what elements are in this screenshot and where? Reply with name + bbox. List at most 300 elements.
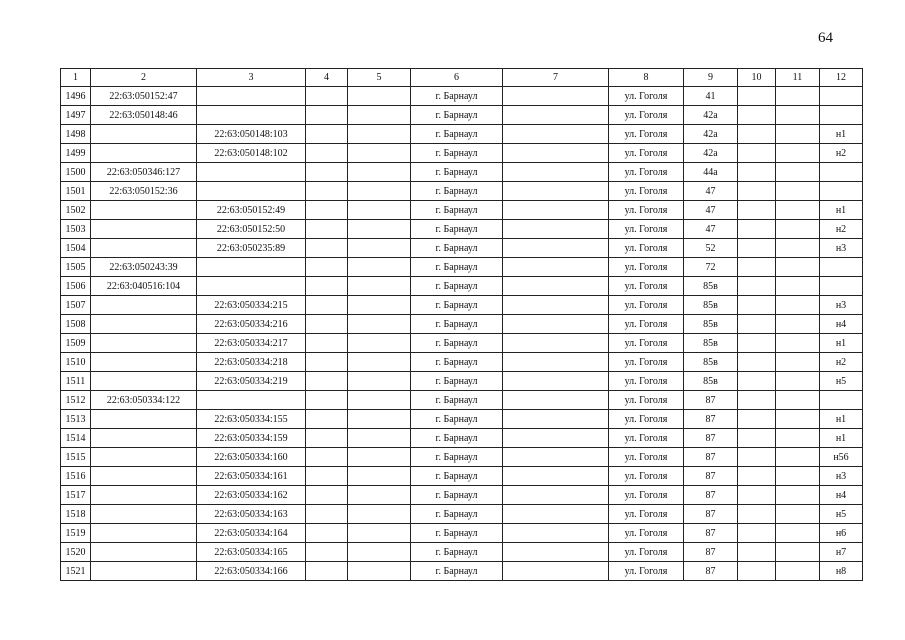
street-cell: ул. Гоголя (609, 277, 684, 296)
empty-cell (776, 106, 820, 125)
table-row (61, 372, 863, 391)
empty-cell (776, 353, 820, 372)
empty-cell (348, 486, 411, 505)
house-number-cell: 47 (684, 182, 738, 201)
header-row (61, 69, 863, 87)
table-row (61, 182, 863, 201)
premises-cadastral-cell: 22:63:050334:166 (197, 562, 306, 581)
cadastral-number-cell: 22:63:050243:39 (91, 258, 197, 277)
empty-cell (776, 315, 820, 334)
street-cell: ул. Гоголя (609, 125, 684, 144)
empty-cell (348, 258, 411, 277)
empty-cell (348, 296, 411, 315)
table-row (61, 562, 863, 581)
cadastral-number-cell: 22:63:050152:47 (91, 87, 197, 106)
empty-cell (738, 87, 776, 106)
empty-cell (503, 486, 609, 505)
row-number-cell: 1503 (61, 220, 91, 239)
empty-cell (776, 429, 820, 448)
empty-cell (776, 87, 820, 106)
empty-cell (738, 163, 776, 182)
empty-cell (738, 505, 776, 524)
house-number-cell: 85в (684, 334, 738, 353)
empty-cell (306, 315, 348, 334)
table-row (61, 524, 863, 543)
empty-cell (348, 334, 411, 353)
empty-cell (738, 239, 776, 258)
empty-cell (503, 467, 609, 486)
empty-cell (306, 448, 348, 467)
street-cell: ул. Гоголя (609, 201, 684, 220)
house-number-cell: 87 (684, 391, 738, 410)
table-row (61, 106, 863, 125)
table-row (61, 239, 863, 258)
premises-cadastral-cell: 22:63:050334:217 (197, 334, 306, 353)
empty-cell (348, 144, 411, 163)
city-cell: г. Барнаул (411, 372, 503, 391)
cadastral-number-cell (91, 505, 197, 524)
street-cell: ул. Гоголя (609, 524, 684, 543)
empty-cell (503, 391, 609, 410)
premises-cadastral-cell: 22:63:050334:215 (197, 296, 306, 315)
empty-cell (348, 353, 411, 372)
empty-cell (738, 334, 776, 353)
empty-cell (348, 87, 411, 106)
street-cell: ул. Гоголя (609, 239, 684, 258)
premises-number-cell: н4 (820, 315, 863, 334)
empty-cell (503, 182, 609, 201)
empty-cell (738, 391, 776, 410)
house-number-cell: 87 (684, 543, 738, 562)
premises-cadastral-cell: 22:63:050152:49 (197, 201, 306, 220)
cadastral-number-cell (91, 448, 197, 467)
cadastral-number-cell (91, 486, 197, 505)
empty-cell (306, 410, 348, 429)
row-number-cell: 1511 (61, 372, 91, 391)
empty-cell (738, 106, 776, 125)
premises-number-cell: н4 (820, 486, 863, 505)
cadastral-number-cell (91, 562, 197, 581)
empty-cell (503, 87, 609, 106)
cadastral-number-cell (91, 372, 197, 391)
house-number-cell: 47 (684, 201, 738, 220)
empty-cell (306, 505, 348, 524)
house-number-cell: 87 (684, 562, 738, 581)
city-cell: г. Барнаул (411, 144, 503, 163)
house-number-cell: 87 (684, 410, 738, 429)
empty-cell (306, 429, 348, 448)
empty-cell (306, 543, 348, 562)
city-cell: г. Барнаул (411, 258, 503, 277)
city-cell: г. Барнаул (411, 353, 503, 372)
table-row (61, 410, 863, 429)
premises-cadastral-cell: 22:63:050334:163 (197, 505, 306, 524)
empty-cell (776, 258, 820, 277)
city-cell: г. Барнаул (411, 562, 503, 581)
house-number-cell: 87 (684, 429, 738, 448)
premises-number-cell (820, 182, 863, 201)
house-number-cell: 87 (684, 505, 738, 524)
row-number-cell: 1512 (61, 391, 91, 410)
empty-cell (738, 372, 776, 391)
empty-cell (306, 391, 348, 410)
premises-number-cell: н5 (820, 372, 863, 391)
empty-cell (348, 125, 411, 144)
premises-number-cell (820, 258, 863, 277)
empty-cell (306, 220, 348, 239)
empty-cell (503, 106, 609, 125)
premises-cadastral-cell: 22:63:050334:165 (197, 543, 306, 562)
empty-cell (738, 467, 776, 486)
empty-cell (776, 182, 820, 201)
empty-cell (738, 258, 776, 277)
empty-cell (776, 410, 820, 429)
empty-cell (348, 410, 411, 429)
cadastral-number-cell (91, 429, 197, 448)
street-cell: ул. Гоголя (609, 144, 684, 163)
street-cell: ул. Гоголя (609, 429, 684, 448)
cadastral-number-cell: 22:63:050334:122 (91, 391, 197, 410)
street-cell: ул. Гоголя (609, 258, 684, 277)
cadastral-number-cell (91, 239, 197, 258)
row-number-cell: 1517 (61, 486, 91, 505)
column-header: 6 (411, 69, 503, 87)
row-number-cell: 1521 (61, 562, 91, 581)
empty-cell (776, 467, 820, 486)
row-number-cell: 1508 (61, 315, 91, 334)
empty-cell (503, 334, 609, 353)
premises-number-cell: н1 (820, 201, 863, 220)
premises-number-cell (820, 277, 863, 296)
premises-cadastral-cell: 22:63:050334:161 (197, 467, 306, 486)
cadastral-number-cell (91, 315, 197, 334)
city-cell: г. Барнаул (411, 391, 503, 410)
empty-cell (503, 543, 609, 562)
street-cell: ул. Гоголя (609, 543, 684, 562)
premises-number-cell: н2 (820, 144, 863, 163)
cadastral-number-cell: 22:63:050148:46 (91, 106, 197, 125)
empty-cell (306, 182, 348, 201)
table-row (61, 315, 863, 334)
empty-cell (738, 524, 776, 543)
cadastral-number-cell (91, 220, 197, 239)
empty-cell (503, 258, 609, 277)
row-number-cell: 1500 (61, 163, 91, 182)
empty-cell (503, 277, 609, 296)
empty-cell (348, 315, 411, 334)
empty-cell (503, 429, 609, 448)
cadastral-number-cell: 22:63:050346:127 (91, 163, 197, 182)
city-cell: г. Барнаул (411, 239, 503, 258)
row-number-cell: 1497 (61, 106, 91, 125)
empty-cell (306, 144, 348, 163)
street-cell: ул. Гоголя (609, 391, 684, 410)
table-row (61, 448, 863, 467)
empty-cell (348, 277, 411, 296)
row-number-cell: 1514 (61, 429, 91, 448)
table-row (61, 163, 863, 182)
cadastral-number-cell (91, 543, 197, 562)
cadastral-number-cell (91, 296, 197, 315)
empty-cell (776, 372, 820, 391)
house-number-cell: 42а (684, 144, 738, 163)
premises-cadastral-cell (197, 106, 306, 125)
row-number-cell: 1496 (61, 87, 91, 106)
empty-cell (503, 315, 609, 334)
premises-cadastral-cell: 22:63:050334:216 (197, 315, 306, 334)
premises-cadastral-cell: 22:63:050334:162 (197, 486, 306, 505)
empty-cell (503, 410, 609, 429)
row-number-cell: 1504 (61, 239, 91, 258)
empty-cell (776, 391, 820, 410)
premises-cadastral-cell: 22:63:050152:50 (197, 220, 306, 239)
empty-cell (738, 562, 776, 581)
column-header: 7 (503, 69, 609, 87)
column-header: 1 (61, 69, 91, 87)
empty-cell (776, 524, 820, 543)
empty-cell (306, 467, 348, 486)
row-number-cell: 1518 (61, 505, 91, 524)
empty-cell (348, 201, 411, 220)
empty-cell (503, 239, 609, 258)
empty-cell (776, 125, 820, 144)
premises-cadastral-cell: 22:63:050334:160 (197, 448, 306, 467)
table-row (61, 296, 863, 315)
premises-cadastral-cell: 22:63:050334:164 (197, 524, 306, 543)
house-number-cell: 42а (684, 125, 738, 144)
empty-cell (306, 201, 348, 220)
city-cell: г. Барнаул (411, 163, 503, 182)
house-number-cell: 85в (684, 353, 738, 372)
premises-cadastral-cell: 22:63:050334:218 (197, 353, 306, 372)
cadastral-number-cell (91, 144, 197, 163)
table-row (61, 87, 863, 106)
column-header: 8 (609, 69, 684, 87)
table-row (61, 353, 863, 372)
city-cell: г. Барнаул (411, 334, 503, 353)
house-number-cell: 41 (684, 87, 738, 106)
empty-cell (348, 448, 411, 467)
street-cell: ул. Гоголя (609, 334, 684, 353)
cadastral-number-cell: 22:63:050152:36 (91, 182, 197, 201)
empty-cell (348, 106, 411, 125)
premises-cadastral-cell (197, 258, 306, 277)
row-number-cell: 1507 (61, 296, 91, 315)
cadastral-number-cell (91, 467, 197, 486)
empty-cell (503, 201, 609, 220)
empty-cell (738, 429, 776, 448)
empty-cell (776, 543, 820, 562)
house-number-cell: 87 (684, 467, 738, 486)
street-cell: ул. Гоголя (609, 296, 684, 315)
empty-cell (306, 334, 348, 353)
table-row (61, 125, 863, 144)
empty-cell (348, 524, 411, 543)
empty-cell (776, 505, 820, 524)
empty-cell (503, 125, 609, 144)
premises-cadastral-cell: 22:63:050334:159 (197, 429, 306, 448)
empty-cell (776, 448, 820, 467)
city-cell: г. Барнаул (411, 467, 503, 486)
empty-cell (776, 296, 820, 315)
city-cell: г. Барнаул (411, 201, 503, 220)
empty-cell (306, 372, 348, 391)
empty-cell (503, 562, 609, 581)
empty-cell (503, 524, 609, 543)
premises-number-cell: н1 (820, 334, 863, 353)
city-cell: г. Барнаул (411, 448, 503, 467)
register-table (60, 68, 863, 581)
cadastral-number-cell (91, 353, 197, 372)
premises-number-cell: н3 (820, 239, 863, 258)
premises-number-cell: н56 (820, 448, 863, 467)
row-number-cell: 1498 (61, 125, 91, 144)
street-cell: ул. Гоголя (609, 182, 684, 201)
empty-cell (738, 448, 776, 467)
table-row (61, 543, 863, 562)
house-number-cell: 85в (684, 372, 738, 391)
house-number-cell: 85в (684, 277, 738, 296)
house-number-cell: 47 (684, 220, 738, 239)
empty-cell (776, 562, 820, 581)
empty-cell (776, 486, 820, 505)
street-cell: ул. Гоголя (609, 87, 684, 106)
premises-cadastral-cell: 22:63:050148:102 (197, 144, 306, 163)
row-number-cell: 1516 (61, 467, 91, 486)
premises-number-cell: н3 (820, 296, 863, 315)
table-body (61, 87, 863, 581)
street-cell: ул. Гоголя (609, 467, 684, 486)
empty-cell (738, 486, 776, 505)
city-cell: г. Барнаул (411, 315, 503, 334)
row-number-cell: 1510 (61, 353, 91, 372)
empty-cell (348, 372, 411, 391)
table-row (61, 391, 863, 410)
table-row (61, 429, 863, 448)
empty-cell (348, 467, 411, 486)
city-cell: г. Барнаул (411, 125, 503, 144)
house-number-cell: 87 (684, 486, 738, 505)
empty-cell (306, 486, 348, 505)
empty-cell (306, 239, 348, 258)
street-cell: ул. Гоголя (609, 353, 684, 372)
premises-number-cell: н8 (820, 562, 863, 581)
street-cell: ул. Гоголя (609, 486, 684, 505)
premises-number-cell: н6 (820, 524, 863, 543)
house-number-cell: 44а (684, 163, 738, 182)
empty-cell (306, 353, 348, 372)
empty-cell (503, 296, 609, 315)
empty-cell (348, 163, 411, 182)
column-header: 11 (776, 69, 820, 87)
empty-cell (306, 562, 348, 581)
city-cell: г. Барнаул (411, 296, 503, 315)
table-row (61, 467, 863, 486)
premises-cadastral-cell (197, 277, 306, 296)
empty-cell (738, 543, 776, 562)
empty-cell (306, 163, 348, 182)
premises-number-cell (820, 163, 863, 182)
empty-cell (738, 201, 776, 220)
empty-cell (503, 163, 609, 182)
city-cell: г. Барнаул (411, 524, 503, 543)
empty-cell (348, 505, 411, 524)
street-cell: ул. Гоголя (609, 372, 684, 391)
street-cell: ул. Гоголя (609, 163, 684, 182)
empty-cell (738, 410, 776, 429)
premises-cadastral-cell: 22:63:050235:89 (197, 239, 306, 258)
city-cell: г. Барнаул (411, 410, 503, 429)
cadastral-number-cell: 22:63:040516:104 (91, 277, 197, 296)
premises-number-cell: н1 (820, 410, 863, 429)
row-number-cell: 1513 (61, 410, 91, 429)
city-cell: г. Барнаул (411, 277, 503, 296)
house-number-cell: 85в (684, 315, 738, 334)
page-number: 64 (818, 30, 833, 46)
row-number-cell: 1501 (61, 182, 91, 201)
city-cell: г. Барнаул (411, 182, 503, 201)
street-cell: ул. Гоголя (609, 410, 684, 429)
street-cell: ул. Гоголя (609, 315, 684, 334)
house-number-cell: 87 (684, 448, 738, 467)
premises-number-cell: н1 (820, 429, 863, 448)
column-header: 3 (197, 69, 306, 87)
empty-cell (738, 182, 776, 201)
premises-number-cell: н3 (820, 467, 863, 486)
cadastral-number-cell (91, 524, 197, 543)
premises-number-cell (820, 391, 863, 410)
premises-number-cell: н1 (820, 125, 863, 144)
row-number-cell: 1499 (61, 144, 91, 163)
empty-cell (776, 144, 820, 163)
empty-cell (776, 239, 820, 258)
table-row (61, 220, 863, 239)
house-number-cell: 42а (684, 106, 738, 125)
empty-cell (348, 429, 411, 448)
table-row (61, 258, 863, 277)
empty-cell (738, 296, 776, 315)
empty-cell (306, 296, 348, 315)
city-cell: г. Барнаул (411, 429, 503, 448)
empty-cell (348, 391, 411, 410)
city-cell: г. Барнаул (411, 486, 503, 505)
table-row (61, 334, 863, 353)
empty-cell (348, 182, 411, 201)
column-header: 9 (684, 69, 738, 87)
row-number-cell: 1515 (61, 448, 91, 467)
empty-cell (306, 277, 348, 296)
empty-cell (776, 220, 820, 239)
empty-cell (738, 144, 776, 163)
city-cell: г. Барнаул (411, 220, 503, 239)
premises-cadastral-cell: 22:63:050334:155 (197, 410, 306, 429)
premises-cadastral-cell (197, 163, 306, 182)
empty-cell (776, 277, 820, 296)
table-row (61, 505, 863, 524)
table-row (61, 277, 863, 296)
empty-cell (306, 106, 348, 125)
empty-cell (503, 220, 609, 239)
house-number-cell: 87 (684, 524, 738, 543)
premises-cadastral-cell: 22:63:050148:103 (197, 125, 306, 144)
column-header: 10 (738, 69, 776, 87)
premises-cadastral-cell (197, 87, 306, 106)
empty-cell (306, 258, 348, 277)
premises-number-cell: н5 (820, 505, 863, 524)
empty-cell (776, 334, 820, 353)
premises-number-cell (820, 106, 863, 125)
street-cell: ул. Гоголя (609, 106, 684, 125)
